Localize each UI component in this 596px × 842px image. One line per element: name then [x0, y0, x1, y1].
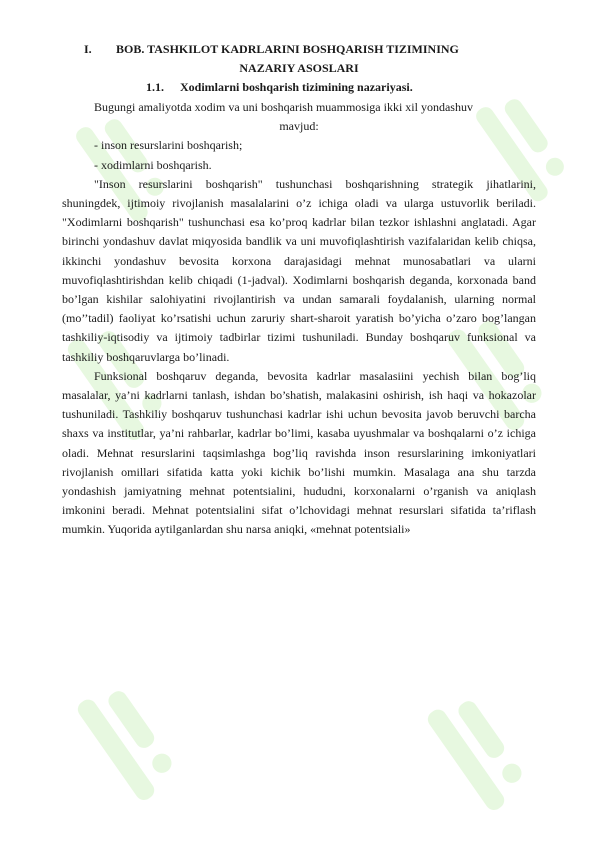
- paragraph-1: "Inson resurslarini boshqarish" tushunchasi boshqarishning strategik jihatlarini, shuningdek, ijtimoiy rivojlanish masalalarini o’z ichiga oladi va ularga ustuvorlik beriladi. "Xodimlarni boshqarish" tushunchasi esa ko’proq kadrlar bilan tezkor ishlashni anglatadi. Agar birinchi yondashuv davlat miqyosida bandlik va uni muvofiqlashtirish vazifalaridan kelib chiqsa, ikkinchi yondashuv bevosita korxona darajasidagi mehnat munosabatlari va ularni muvofiqlashtirishdan kelib chiqadi (1-jadval). Xodimlarni boshqarish deganda, korxonada band bo’lgan kishilar salohiyatini rivojlantirish va undan samarali foydalanish, ularning normal (mo’’tadil) faoliyat ko’rsatishi uchun zaruriy shart-sharoit yaratish bo’yicha o’zaro bog’langan tashkiliy-iqtisodiy va ijtimoiy tadbirlar tizimi tushuniladi. Bunday boshqaruv funksional va tashkiliy boshqaruvlarga bo’linadi.: [62, 176, 536, 364]
- chapter-title-line2: NAZARIY ASOSLARI: [239, 61, 359, 75]
- section-number: 1.1.: [146, 80, 164, 94]
- list-item: - inson resurslarini boshqarish;: [94, 138, 243, 153]
- paragraph-2: Funksional boshqaruv deganda, bevosita kadrlar masalasiini yechish bilan bog’liq masalalar, ya’ni kadrlarni tanlash, ishdan bo’shatish, malakasini oshirish, ish haqi va hokazolar tushuniladi. Tashkiliy boshqaruv tushunchasi kadrlar ishi uchun bevosita javob beruvchi barcha shaxs va institutlar, ya’ni rahbarlar, kadrlar bo’limi, kasaba uyushmalar va boshqalarni o’z ichiga oladi. Mehnat resurslarini taqsimlashga bog’liq ravishda inson resurslarining imkoniyatlari rivojlanish omillari sifatida katta yoki kichik bo’lishi mumkin. Masalaga ana shu tarzda yondashish jamiyatning mehnat potentsialini, hududni, korxonalarni o’rganish va aniqlash imkonini beradi. Mehnat potentsialini sifat o’lchovidagi mehnat resurslari sifatida ta’riflash mumkin. Yuqorida aytilganlardan shu narsa aniqki, «mehnat potentsiali»: [62, 368, 536, 537]
- document-body: [62, 40, 536, 540]
- watermark-logo-bottom-right: [420, 670, 540, 830]
- chapter-number: I.: [84, 42, 92, 56]
- section-heading: [62, 78, 536, 98]
- list-item: - xodimlarni boshqarish.: [94, 157, 212, 172]
- chapter-heading: [62, 40, 536, 78]
- section-title: Xodimlarni boshqarish tizimining nazariyasi.: [180, 80, 413, 94]
- intro-line-1: Bugungi amaliyotda xodim va uni boshqarish muammosiga ikki xil yondashuv: [94, 100, 473, 114]
- intro-line-2: mavjud:: [279, 119, 319, 134]
- watermark-logo-bottom-left: [70, 660, 190, 820]
- chapter-title-line1: BOB. TASHKILOT KADRLARINI BOSHQARISH TIZIMINING: [116, 42, 459, 56]
